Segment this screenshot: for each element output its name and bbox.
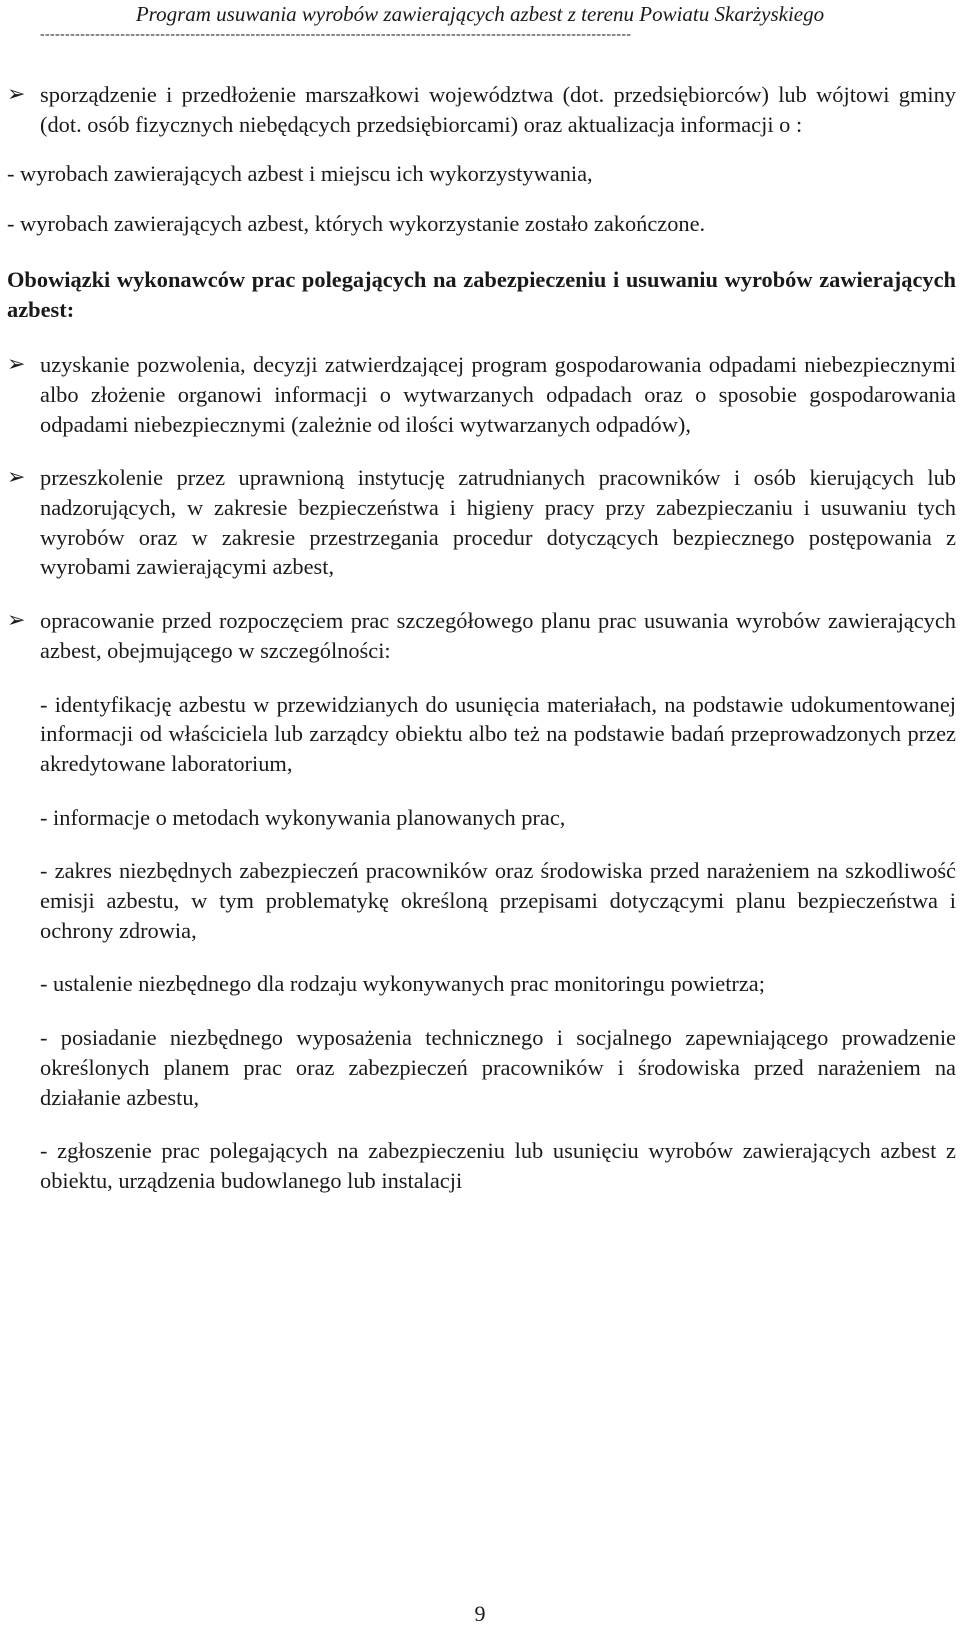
bullet-item (7, 350, 956, 439)
bullet-text: przeszkolenie przez uprawnioną instytucję zatrudnianych pracowników i osób kierujących lub nadzorujących, w zakresie bezpieczeństwa i higieny pracy przy zabezpieczaniu i usuwaniu tych wyrobów oraz w zakresie przestrzegania procedur dotyczących bezpiecznego postępowania z wyrobami zawierającymi azbest, (40, 465, 956, 580)
sub-item: - informacje o metodach wykonywania planowanych prac, (40, 804, 566, 830)
header-rule: ---------------------------------------------------------------------------------------------------------------------- (40, 28, 632, 42)
sub-item: - identyfikację azbestu w przewidzianych do usunięcia materiałach, na podstawie udokumentowanej informacji od właściciela lub zarządcy obiektu albo też na podstawie badań przeprowadzonych przez akredytowane laboratorium, (40, 691, 956, 776)
page-number: 9 (474, 1601, 486, 1626)
header-title: Program usuwania wyrobów zawierających azbest z terenu Powiatu Skarżyskiego (135, 2, 825, 26)
sub-item: - zakres niezbędnych zabezpieczeń pracowników oraz środowiska przed narażeniem na szkodliwość emisji azbestu, w tym problematykę określoną przepisami dotyczącymi planu bezpieczeństwa i ochrony zdrowia, (40, 858, 956, 943)
bullet-text: uzyskanie pozwolenia, decyzji zatwierdzającej program gospodarowania odpadami niebezpiecznymi albo złożenie organowi informacji o wytwarzanych odpadach oraz o sposobie gospodarowania odpadami niebezpiecznymi (zależnie od ilości wytwarzanych odpadów), (40, 352, 956, 437)
bullet-item (7, 463, 956, 582)
section-heading: Obowiązki wykonawców prac polegających na zabezpieczeniu i usuwaniu wyrobów zawierających azbest: (7, 266, 956, 322)
arrowhead-bullet-icon: ➢ (7, 608, 26, 634)
sub-item: - posiadanie niezbędnego wyposażenia technicznego i socjalnego zapewniającego prowadzenie określonych planem prac oraz zabezpieczeń pracowników i środowiska przed narażeniem na działanie azbestu, (40, 1025, 956, 1110)
sub-item: - wyrobach zawierających azbest i miejscu ich wykorzystywania, (7, 161, 593, 187)
bullet-text: sporządzenie i przedłożenie marszałkowi województwa (dot. przedsiębiorców) lub wójtowi gminy (dot. osób fizycznych niebędących przedsiębiorcami) oraz aktualizacja informacji o : (40, 82, 956, 137)
sub-item: - wyrobach zawierających azbest, których wykorzystanie zostało zakończone. (7, 211, 706, 237)
arrowhead-bullet-icon: ➢ (7, 82, 26, 107)
bullet-item (7, 606, 956, 665)
sub-item: - ustalenie niezbędnego dla rodzaju wykonywanych prac monitoringu powietrza; (40, 971, 765, 997)
bullet-item (7, 80, 956, 139)
arrowhead-bullet-icon: ➢ (7, 352, 26, 378)
document-body (7, 80, 956, 1196)
page-header (0, 0, 960, 42)
bullet-text: opracowanie przed rozpoczęciem prac szczegółowego planu prac usuwania wyrobów zawierających azbest, obejmującego w szczególności: (40, 608, 956, 663)
sub-item: - zgłoszenie prac polegających na zabezpieczeniu lub usunięciu wyrobów zawierających azbest z obiektu, urządzenia budowlanego lub instalacji (40, 1138, 956, 1193)
arrowhead-bullet-icon: ➢ (7, 465, 26, 491)
